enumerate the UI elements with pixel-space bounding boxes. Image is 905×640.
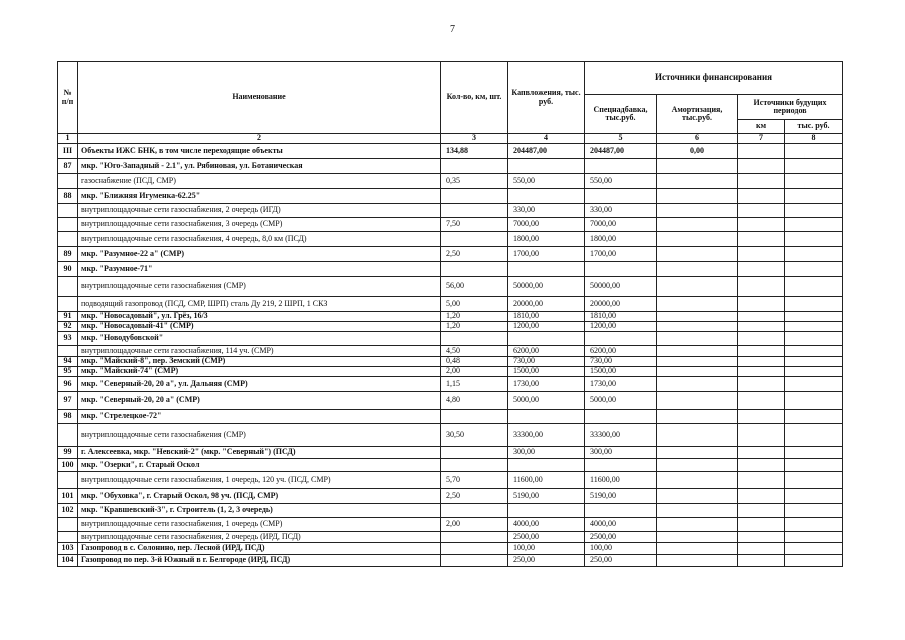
row-surcharge: 20000,00 <box>585 297 657 312</box>
row-amortization <box>657 472 738 489</box>
row-surcharge: 4000,00 <box>585 518 657 532</box>
row-quantity: 134,88 <box>441 144 508 159</box>
row-future-km <box>738 332 785 346</box>
row-surcharge: 1730,00 <box>585 377 657 392</box>
row-quantity: 5,00 <box>441 297 508 312</box>
row-future-thous <box>785 332 843 346</box>
row-surcharge: 50000,00 <box>585 277 657 297</box>
row-name: внутриплощадочные сети газоснабжения, 1 очередь (СМР) <box>78 518 441 532</box>
row-future-km <box>738 357 785 367</box>
row-number: 102 <box>58 504 78 518</box>
row-number: 100 <box>58 459 78 472</box>
row-quantity: 30,50 <box>441 424 508 447</box>
row-surcharge: 100,00 <box>585 543 657 555</box>
row-number: 90 <box>58 262 78 277</box>
row-quantity <box>441 447 508 459</box>
table-row <box>58 247 843 262</box>
row-future-km <box>738 218 785 232</box>
row-amortization <box>657 357 738 367</box>
row-number: 104 <box>58 555 78 567</box>
row-capex <box>508 159 585 174</box>
row-future-thous <box>785 472 843 489</box>
row-name: мкр. "Обуховка", г. Старый Оскол, 98 уч. (ПСД, СМР) <box>78 489 441 504</box>
header-amortization: Амортизация, тыс.руб. <box>657 95 738 134</box>
row-capex: 550,00 <box>508 174 585 189</box>
row-future-km <box>738 504 785 518</box>
row-future-thous <box>785 232 843 247</box>
row-capex: 11600,00 <box>508 472 585 489</box>
row-number: 103 <box>58 543 78 555</box>
row-future-km <box>738 543 785 555</box>
row-future-km <box>738 377 785 392</box>
row-future-km <box>738 459 785 472</box>
row-amortization <box>657 204 738 218</box>
row-surcharge <box>585 189 657 204</box>
row-future-km <box>738 232 785 247</box>
row-future-km <box>738 262 785 277</box>
row-number: 87 <box>58 159 78 174</box>
table-row <box>58 312 843 322</box>
row-quantity: 4,80 <box>441 392 508 410</box>
row-future-km <box>738 392 785 410</box>
row-future-thous <box>785 247 843 262</box>
row-future-thous <box>785 174 843 189</box>
row-future-thous <box>785 377 843 392</box>
row-quantity <box>441 159 508 174</box>
row-future-km <box>738 518 785 532</box>
row-future-thous <box>785 424 843 447</box>
row-quantity: 2,00 <box>441 367 508 377</box>
col-index: 4 <box>508 134 585 144</box>
row-capex: 250,00 <box>508 555 585 567</box>
row-capex: 1200,00 <box>508 322 585 332</box>
row-capex: 6200,00 <box>508 346 585 357</box>
row-quantity: 2,00 <box>441 518 508 532</box>
table-row <box>58 204 843 218</box>
row-future-thous <box>785 532 843 543</box>
row-surcharge: 7000,00 <box>585 218 657 232</box>
table-row <box>58 297 843 312</box>
row-name: внутриплощадочные сети газоснабжения, 4 очередь, 8,0 км (ПСД) <box>78 232 441 247</box>
row-name: мкр. "Новодубовской" <box>78 332 441 346</box>
row-capex: 330,00 <box>508 204 585 218</box>
row-future-km <box>738 367 785 377</box>
row-capex <box>508 332 585 346</box>
row-future-km <box>738 489 785 504</box>
row-quantity: 1,15 <box>441 377 508 392</box>
row-name: мкр. "Северный-20, 20 а", ул. Дальняя (СМР) <box>78 377 441 392</box>
row-capex: 5000,00 <box>508 392 585 410</box>
row-name: внутриплощадочные сети газоснабжения, 114 уч. (СМР) <box>78 346 441 357</box>
row-capex: 100,00 <box>508 543 585 555</box>
row-future-km <box>738 277 785 297</box>
row-capex <box>508 410 585 424</box>
row-name: мкр. "Майский-8", пер. Земский (СМР) <box>78 357 441 367</box>
table-row <box>58 459 843 472</box>
row-future-km <box>738 204 785 218</box>
row-name: г. Алексеевка, мкр. "Невский-2" (мкр. "Северный") (ПСД) <box>78 447 441 459</box>
row-future-thous <box>785 489 843 504</box>
row-quantity <box>441 262 508 277</box>
row-capex: 204487,00 <box>508 144 585 159</box>
row-name: мкр. "Юго-Западный - 2.1", ул. Рябиновая, ул. Ботаническая <box>78 159 441 174</box>
row-quantity <box>441 332 508 346</box>
row-surcharge: 5000,00 <box>585 392 657 410</box>
row-number <box>58 218 78 232</box>
row-surcharge: 550,00 <box>585 174 657 189</box>
row-future-thous <box>785 218 843 232</box>
row-future-thous <box>785 543 843 555</box>
row-number <box>58 174 78 189</box>
row-number <box>58 204 78 218</box>
table-row <box>58 159 843 174</box>
row-number: 91 <box>58 312 78 322</box>
row-quantity <box>441 232 508 247</box>
row-future-thous <box>785 518 843 532</box>
row-future-km <box>738 297 785 312</box>
row-number <box>58 277 78 297</box>
row-number: 96 <box>58 377 78 392</box>
row-number <box>58 518 78 532</box>
row-name: Объекты ИЖС БНК, в том числе переходящие объекты <box>78 144 441 159</box>
row-amortization <box>657 218 738 232</box>
row-future-thous <box>785 357 843 367</box>
table-row <box>58 543 843 555</box>
table-row <box>58 232 843 247</box>
row-future-km <box>738 189 785 204</box>
row-name: внутриплощадочные сети газоснабжения, 2 очередь (ИРД, ПСД) <box>78 532 441 543</box>
table-row <box>58 367 843 377</box>
row-capex <box>508 189 585 204</box>
row-name: мкр. "Разумное-22 а" (СМР) <box>78 247 441 262</box>
row-amortization <box>657 159 738 174</box>
row-name: внутриплощадочные сети газоснабжения, 1 очередь, 120 уч. (ПСД, СМР) <box>78 472 441 489</box>
row-capex: 33300,00 <box>508 424 585 447</box>
table-row <box>58 346 843 357</box>
row-amortization <box>657 189 738 204</box>
row-future-thous <box>785 312 843 322</box>
row-future-thous <box>785 262 843 277</box>
col-index: 7 <box>738 134 785 144</box>
row-future-thous <box>785 447 843 459</box>
row-name: внутриплощадочные сети газоснабжения (СМР) <box>78 424 441 447</box>
row-capex: 50000,00 <box>508 277 585 297</box>
row-name: внутриплощадочные сети газоснабжения, 2 очередь (ИГД) <box>78 204 441 218</box>
row-amortization <box>657 518 738 532</box>
row-amortization <box>657 504 738 518</box>
row-surcharge: 250,00 <box>585 555 657 567</box>
row-number: 88 <box>58 189 78 204</box>
row-amortization <box>657 322 738 332</box>
col-index: 2 <box>78 134 441 144</box>
row-capex: 1810,00 <box>508 312 585 322</box>
row-name: подводящий газопровод (ПСД, СМР, ШРП) сталь Ду 219, 2 ШРП, 1 СКЗ <box>78 297 441 312</box>
header-km: км <box>738 120 785 134</box>
row-amortization <box>657 489 738 504</box>
row-future-thous <box>785 322 843 332</box>
row-future-thous <box>785 144 843 159</box>
header-future-sources: Источники будущих периодов <box>738 95 843 120</box>
row-name: Газопровод в с. Солонино, пер. Лесной (ИРД, ПСД) <box>78 543 441 555</box>
row-future-thous <box>785 277 843 297</box>
row-amortization <box>657 174 738 189</box>
row-future-km <box>738 247 785 262</box>
row-name: мкр. "Майский-74" (СМР) <box>78 367 441 377</box>
row-capex: 5190,00 <box>508 489 585 504</box>
row-number: 98 <box>58 410 78 424</box>
row-future-thous <box>785 459 843 472</box>
row-future-thous <box>785 410 843 424</box>
row-surcharge <box>585 410 657 424</box>
row-amortization <box>657 346 738 357</box>
row-number: 101 <box>58 489 78 504</box>
table-row <box>58 518 843 532</box>
row-number <box>58 424 78 447</box>
row-future-km <box>738 410 785 424</box>
row-future-thous <box>785 297 843 312</box>
table-row <box>58 332 843 346</box>
table-row <box>58 218 843 232</box>
row-surcharge: 330,00 <box>585 204 657 218</box>
row-number <box>58 532 78 543</box>
row-quantity: 1,20 <box>441 312 508 322</box>
row-quantity: 2,50 <box>441 247 508 262</box>
row-capex: 4000,00 <box>508 518 585 532</box>
row-quantity <box>441 204 508 218</box>
row-amortization <box>657 532 738 543</box>
table-row <box>58 277 843 297</box>
row-quantity <box>441 532 508 543</box>
header-sources: Источники финансирования <box>585 62 843 95</box>
table-row <box>58 555 843 567</box>
row-future-km <box>738 159 785 174</box>
row-surcharge: 1700,00 <box>585 247 657 262</box>
row-name: газоснабжение (ПСД, СМР) <box>78 174 441 189</box>
row-name: мкр. "Новосадовый-41" (СМР) <box>78 322 441 332</box>
header-no: № п/п <box>58 62 78 134</box>
row-future-km <box>738 424 785 447</box>
row-amortization <box>657 555 738 567</box>
row-surcharge: 300,00 <box>585 447 657 459</box>
row-quantity <box>441 555 508 567</box>
row-future-km <box>738 472 785 489</box>
row-future-km <box>738 174 785 189</box>
row-future-thous <box>785 159 843 174</box>
row-number <box>58 346 78 357</box>
row-surcharge <box>585 504 657 518</box>
row-amortization <box>657 543 738 555</box>
row-amortization <box>657 424 738 447</box>
row-surcharge: 1200,00 <box>585 322 657 332</box>
table-row <box>58 489 843 504</box>
header-name: Наименование <box>78 62 441 134</box>
row-future-thous <box>785 189 843 204</box>
financing-table <box>57 61 843 567</box>
row-capex: 1730,00 <box>508 377 585 392</box>
row-number <box>58 232 78 247</box>
table-row <box>58 377 843 392</box>
row-quantity: 4,50 <box>441 346 508 357</box>
row-number: 93 <box>58 332 78 346</box>
row-amortization <box>657 247 738 262</box>
row-quantity: 56,00 <box>441 277 508 297</box>
row-name: мкр. "Кравшевский-3", г. Строитель (1, 2, 3 очередь) <box>78 504 441 518</box>
table-row <box>58 472 843 489</box>
row-surcharge <box>585 459 657 472</box>
row-capex: 7000,00 <box>508 218 585 232</box>
row-number: III <box>58 144 78 159</box>
row-future-thous <box>785 504 843 518</box>
row-quantity: 0,35 <box>441 174 508 189</box>
row-amortization <box>657 410 738 424</box>
row-future-km <box>738 312 785 322</box>
row-amortization <box>657 447 738 459</box>
row-number: 89 <box>58 247 78 262</box>
row-surcharge: 730,00 <box>585 357 657 367</box>
row-capex <box>508 504 585 518</box>
row-capex: 730,00 <box>508 357 585 367</box>
row-name: мкр. "Новосадовый", ул. Грёз, 16/3 <box>78 312 441 322</box>
row-amortization <box>657 377 738 392</box>
row-amortization: 0,00 <box>657 144 738 159</box>
row-capex: 1700,00 <box>508 247 585 262</box>
row-number: 95 <box>58 367 78 377</box>
row-name: мкр. "Ближняя Игуменка-62.25" <box>78 189 441 204</box>
row-future-thous <box>785 392 843 410</box>
row-number <box>58 297 78 312</box>
row-surcharge: 1810,00 <box>585 312 657 322</box>
table-row <box>58 532 843 543</box>
row-capex <box>508 459 585 472</box>
table-row <box>58 504 843 518</box>
row-quantity: 2,50 <box>441 489 508 504</box>
row-number: 97 <box>58 392 78 410</box>
row-surcharge: 1500,00 <box>585 367 657 377</box>
row-amortization <box>657 332 738 346</box>
table-row <box>58 424 843 447</box>
row-capex: 1500,00 <box>508 367 585 377</box>
header-capex: Капвложения, тыс. руб. <box>508 62 585 134</box>
row-capex <box>508 262 585 277</box>
row-name: мкр. "Озерки", г. Старый Оскол <box>78 459 441 472</box>
row-number: 99 <box>58 447 78 459</box>
row-surcharge <box>585 332 657 346</box>
row-surcharge: 204487,00 <box>585 144 657 159</box>
header-thous: тыс. руб. <box>785 120 843 134</box>
row-quantity <box>441 189 508 204</box>
row-quantity: 7,50 <box>441 218 508 232</box>
row-number <box>58 472 78 489</box>
row-surcharge <box>585 262 657 277</box>
row-surcharge: 1800,00 <box>585 232 657 247</box>
row-capex: 1800,00 <box>508 232 585 247</box>
row-quantity <box>441 504 508 518</box>
row-name: мкр. "Разумное-71" <box>78 262 441 277</box>
row-quantity <box>441 543 508 555</box>
row-amortization <box>657 392 738 410</box>
row-amortization <box>657 277 738 297</box>
row-quantity: 1,20 <box>441 322 508 332</box>
table-row <box>58 322 843 332</box>
row-quantity <box>441 459 508 472</box>
row-amortization <box>657 459 738 472</box>
row-number: 94 <box>58 357 78 367</box>
col-index: 6 <box>657 134 738 144</box>
row-future-km <box>738 532 785 543</box>
table-row <box>58 392 843 410</box>
row-amortization <box>657 367 738 377</box>
row-surcharge: 33300,00 <box>585 424 657 447</box>
row-amortization <box>657 262 738 277</box>
row-name: мкр. "Стрелецкое-72" <box>78 410 441 424</box>
table-row <box>58 357 843 367</box>
col-index: 1 <box>58 134 78 144</box>
row-future-thous <box>785 555 843 567</box>
row-future-km <box>738 447 785 459</box>
row-future-km <box>738 346 785 357</box>
col-index: 8 <box>785 134 843 144</box>
row-capex: 300,00 <box>508 447 585 459</box>
table-row <box>58 144 843 159</box>
header-surcharge: Спецнадбавка, тыс.руб. <box>585 95 657 134</box>
row-amortization <box>657 297 738 312</box>
row-amortization <box>657 232 738 247</box>
table-body <box>58 144 843 567</box>
row-quantity: 0,48 <box>441 357 508 367</box>
header-qty: Кол-во, км, шт. <box>441 62 508 134</box>
row-name: внутриплощадочные сети газоснабжения (СМР) <box>78 277 441 297</box>
row-name: Газопровод по пер. 3-й Южный в г. Белгороде (ИРД, ПСД) <box>78 555 441 567</box>
row-capex: 2500,00 <box>508 532 585 543</box>
column-index-row <box>58 134 843 144</box>
table-row <box>58 447 843 459</box>
row-future-km <box>738 144 785 159</box>
page-number: 7 <box>450 24 455 35</box>
table-row <box>58 189 843 204</box>
row-name: внутриплощадочные сети газоснабжения, 3 очередь (СМР) <box>78 218 441 232</box>
row-number: 92 <box>58 322 78 332</box>
row-quantity <box>441 410 508 424</box>
row-surcharge: 2500,00 <box>585 532 657 543</box>
row-future-thous <box>785 367 843 377</box>
col-index: 3 <box>441 134 508 144</box>
table-row <box>58 410 843 424</box>
row-capex: 20000,00 <box>508 297 585 312</box>
row-surcharge: 6200,00 <box>585 346 657 357</box>
row-surcharge: 11600,00 <box>585 472 657 489</box>
row-future-km <box>738 322 785 332</box>
col-index: 5 <box>585 134 657 144</box>
row-quantity: 5,70 <box>441 472 508 489</box>
row-future-thous <box>785 204 843 218</box>
row-amortization <box>657 312 738 322</box>
row-future-km <box>738 555 785 567</box>
row-surcharge <box>585 159 657 174</box>
row-name: мкр. "Северный-20, 20 а" (СМР) <box>78 392 441 410</box>
table-row <box>58 262 843 277</box>
row-surcharge: 5190,00 <box>585 489 657 504</box>
row-future-thous <box>785 346 843 357</box>
table-row <box>58 174 843 189</box>
